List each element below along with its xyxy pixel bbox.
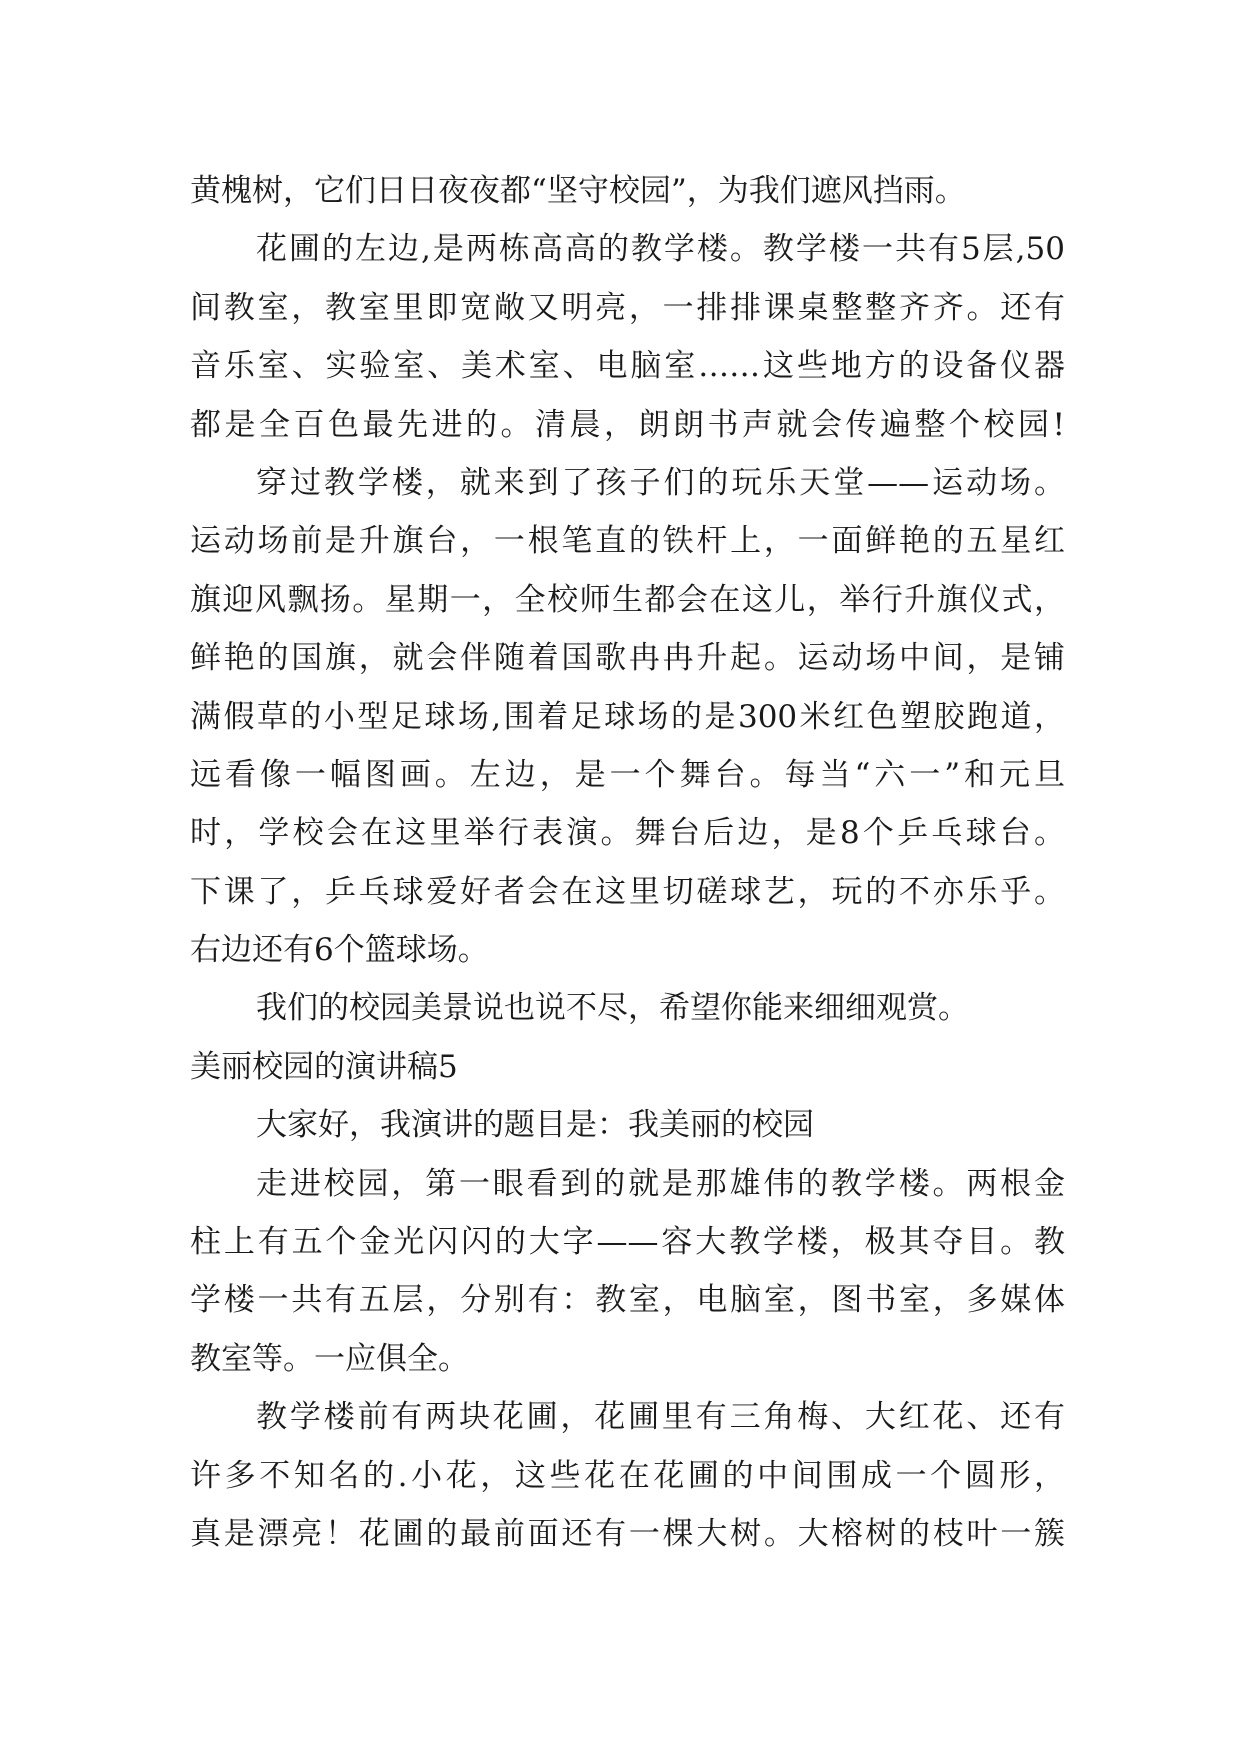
text-line: 柱上有五个金光闪闪的大字——容大教学楼，极其夺目。教: [190, 1224, 1065, 1261]
text-line: 都是全百色最先进的。清晨，朗朗书声就会传遍整个校园!: [190, 406, 1065, 443]
text-line: 教学楼前有两块花圃，花圃里有三角梅、大红花、还有: [256, 1399, 1065, 1436]
text-line: 满假草的小型足球场,围着足球场的是300米红色塑胶跑道，: [190, 698, 1065, 735]
text-line: 旗迎风飘扬。星期一，全校师生都会在这儿，举行升旗仪式，: [190, 581, 1065, 618]
text-line: 穿过教学楼，就来到了孩子们的玩乐天堂——运动场。: [256, 464, 1065, 501]
text-line: 黄槐树，它们日日夜夜都“坚守校园”，为我们遮风挡雨。: [190, 173, 966, 209]
section-heading: 美丽校园的演讲稿5: [190, 1048, 458, 1085]
text-line: 鲜艳的国旗，就会伴随着国歌冉冉升起。运动场中间，是铺: [190, 640, 1065, 677]
text-line: 间教室，教室里即宽敞又明亮，一排排课桌整整齐齐。还有: [190, 289, 1065, 326]
text-line: 花圃的左边,是两栋高高的教学楼。教学楼一共有5层,50: [256, 231, 1065, 268]
text-line: 走进校园，第一眼看到的就是那雄伟的教学楼。两根金: [256, 1165, 1065, 1202]
text-line: 真是漂亮！花圃的最前面还有一棵大树。大榕树的枝叶一簇: [190, 1515, 1065, 1552]
text-line: 远看像一幅图画。左边，是一个舞台。每当“六一”和元旦: [190, 756, 1065, 793]
text-line: 右边还有6个篮球场。: [190, 932, 489, 969]
text-line: 下课了，乒乓球爱好者会在这里切磋球艺，玩的不亦乐乎。: [190, 873, 1065, 910]
text-line: 运动场前是升旗台，一根笔直的铁杆上，一面鲜艳的五星红: [190, 523, 1065, 560]
text-line: 大家好，我演讲的题目是：我美丽的校园: [256, 1107, 814, 1144]
text-line: 时，学校会在这里举行表演。舞台后边，是8个乒乓球台。: [190, 815, 1065, 852]
text-line: 音乐室、实验室、美术室、电脑室……这些地方的设备仪器: [190, 348, 1065, 385]
text-line: 教室等。一应俱全。: [190, 1340, 469, 1377]
body-text: [190, 162, 1065, 1563]
text-line: 学楼一共有五层，分别有：教室，电脑室，图书室，多媒体: [190, 1282, 1065, 1319]
text-line: 我们的校园美景说也说不尽，希望你能来细细观赏。: [256, 990, 969, 1027]
text-line: 许多不知名的.小花，这些花在花圃的中间围成一个圆形，: [190, 1457, 1065, 1494]
